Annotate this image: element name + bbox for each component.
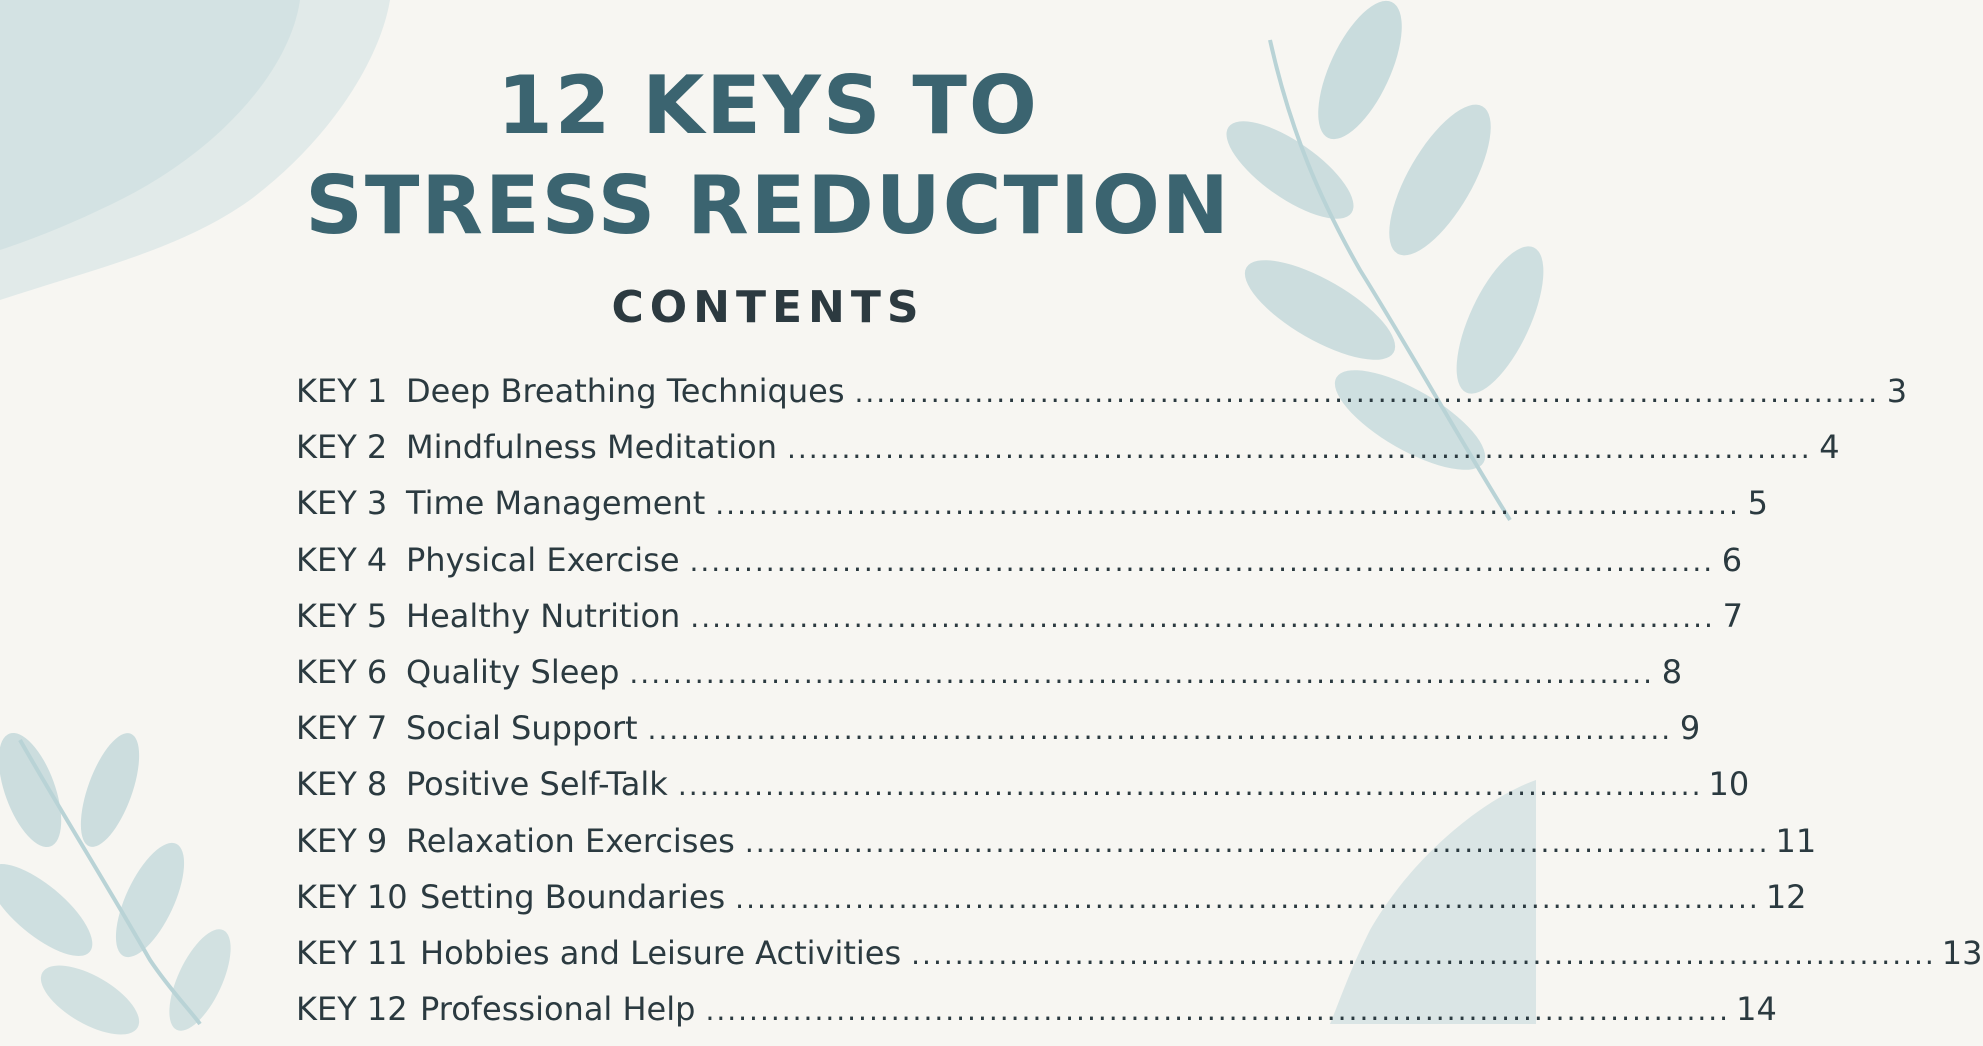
dot-leader: .............................................................................................. (690, 600, 1715, 634)
dot-leader: .............................................................................................. (705, 994, 1731, 1028)
toc-entry[interactable] (296, 765, 1750, 821)
toc-entry[interactable] (296, 990, 1777, 1046)
dot-leader: .............................................................................................. (677, 769, 1703, 803)
toc-key-label: KEY 8 (296, 765, 388, 804)
dot-leader: .............................................................................................. (911, 937, 1936, 971)
toc-key-label: KEY 3 (296, 484, 388, 523)
toc-entry[interactable] (296, 540, 1743, 597)
toc-entry[interactable] (296, 428, 1840, 484)
toc-entry-title: Hobbies and Leisure Activities (420, 933, 902, 972)
toc-key-label: KEY 6 (296, 652, 388, 691)
dot-leader: .............................................................................................. (744, 825, 1770, 859)
toc-page-number: 3 (1886, 372, 1908, 410)
toc-page-number: 14 (1736, 990, 1777, 1029)
toc-entry[interactable] (296, 821, 1817, 878)
toc-entry-title: Time Management (406, 484, 706, 523)
toc-page-number: 9 (1679, 709, 1701, 748)
toc-key-label: KEY 12 (296, 990, 408, 1029)
toc-key-label: KEY 9 (296, 821, 388, 860)
dot-leader: .............................................................................................. (715, 488, 1740, 522)
toc-key-label: KEY 5 (296, 596, 388, 635)
toc-entry-title: Relaxation Exercises (406, 821, 735, 860)
toc-entry[interactable] (296, 596, 1743, 653)
toc-entry-title: Positive Self-Talk (406, 765, 668, 804)
toc-entry-title: Mindfulness Meditation (406, 428, 777, 467)
toc-entry[interactable] (296, 877, 1807, 934)
dot-leader: .............................................................................................. (629, 656, 1655, 690)
toc-entry[interactable] (296, 652, 1683, 709)
table-of-contents (296, 372, 1983, 1046)
toc-entry-title: Professional Help (420, 990, 696, 1029)
toc-entry-title: Physical Exercise (406, 540, 680, 579)
toc-entry[interactable] (296, 709, 1701, 765)
dot-leader: .............................................................................................. (786, 432, 1812, 466)
toc-page-number: 8 (1661, 652, 1683, 691)
toc-page-number: 12 (1765, 877, 1807, 916)
toc-key-label: KEY 10 (296, 877, 408, 916)
toc-page-number: 6 (1721, 540, 1743, 579)
toc-entry[interactable] (296, 933, 1983, 990)
toc-page-number: 13 (1941, 933, 1983, 972)
dot-leader: .............................................................................................. (647, 713, 1673, 747)
contents-heading: CONTENTS (611, 282, 925, 333)
toc-key-label: KEY 11 (296, 933, 408, 972)
dot-leader: .............................................................................................. (735, 881, 1760, 915)
toc-key-label: KEY 7 (296, 709, 388, 748)
page-title-line-1: 12 KEYS TO (497, 59, 1039, 152)
toc-entry-title: Quality Sleep (406, 652, 620, 691)
toc-entry-title: Setting Boundaries (420, 877, 726, 916)
dot-leader: .............................................................................................. (854, 376, 1880, 409)
toc-entry-title: Deep Breathing Techniques (406, 372, 845, 410)
toc-entry[interactable] (296, 484, 1768, 540)
toc-page-number: 5 (1747, 484, 1768, 523)
page-title-line-2: STRESS REDUCTION (305, 159, 1231, 252)
toc-key-label: KEY 4 (296, 540, 388, 579)
leaf-branch-icon (0, 730, 240, 1024)
toc-page-number: 11 (1775, 821, 1817, 860)
toc-key-label: KEY 2 (296, 428, 388, 467)
dot-leader: .............................................................................................. (689, 544, 1715, 578)
toc-page-number: 7 (1722, 596, 1743, 635)
toc-page-number: 4 (1819, 428, 1840, 467)
toc-entry-title: Social Support (406, 709, 638, 748)
toc-page-number: 10 (1708, 765, 1750, 804)
toc-entry[interactable] (296, 372, 1908, 428)
toc-entry-title: Healthy Nutrition (406, 596, 681, 635)
toc-key-label: KEY 1 (296, 372, 388, 410)
